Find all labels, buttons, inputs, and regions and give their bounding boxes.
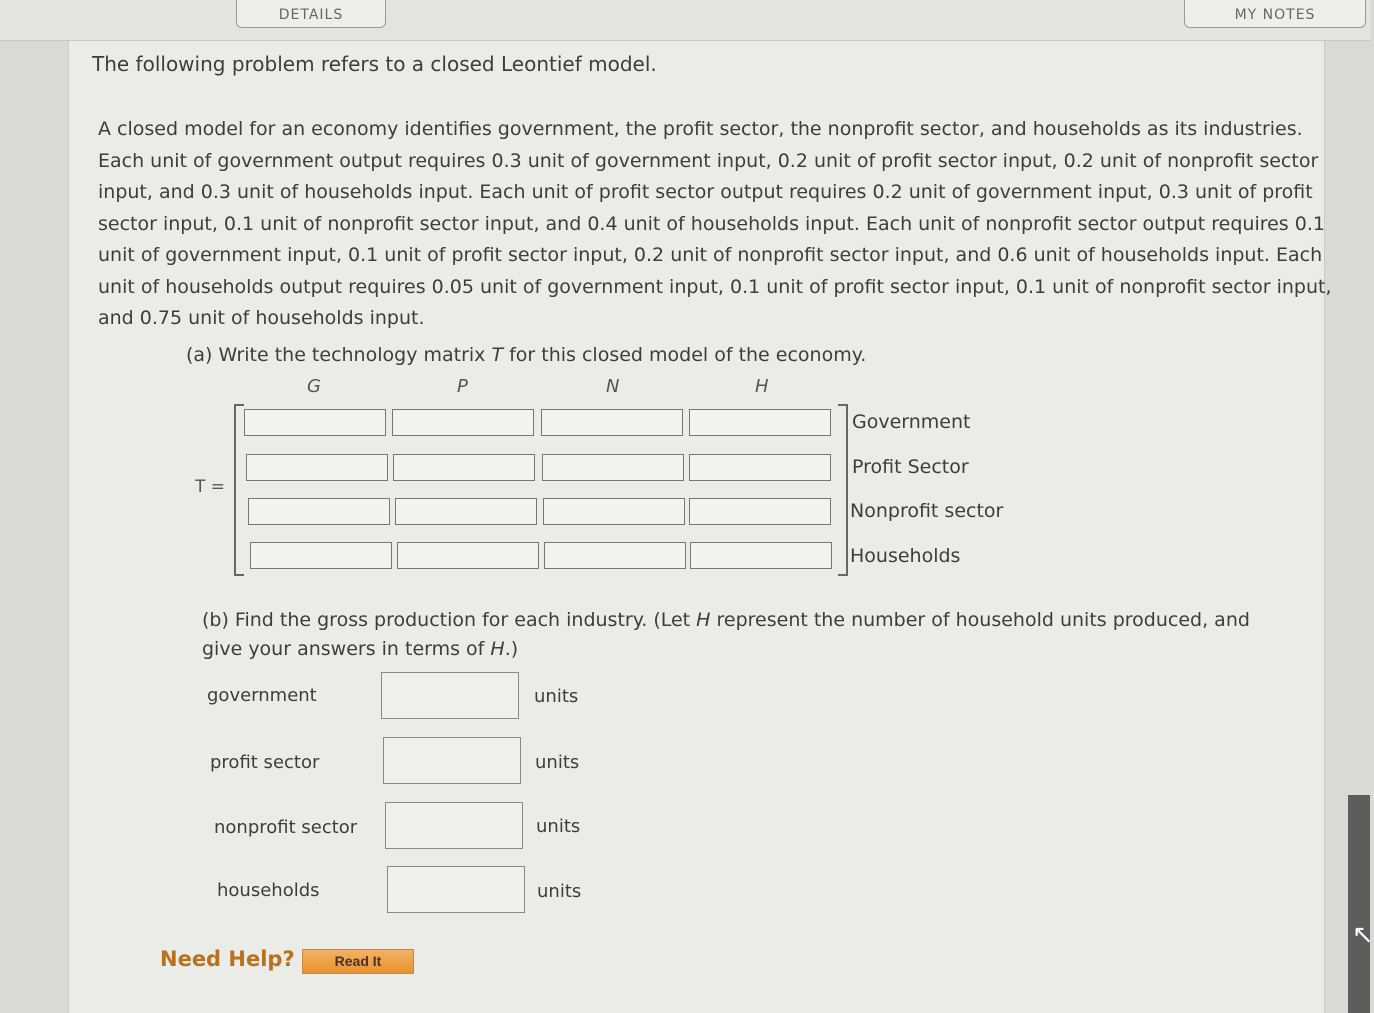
- screen-edge: [1348, 795, 1370, 1013]
- details-button[interactable]: [236, 0, 386, 28]
- column-header-p: P: [457, 376, 468, 397]
- problem-paragraph: A closed model for an economy identifies government, the profit sector, the nonprofit sector, and households as its industries. Each unit of government output requires 0.3 unit of government input, 0.2 unit of profit sector input, 0.2 unit of nonprofit sector input, and 0.3 unit of households input. Each unit of profit sector output requires 0.2 unit of government input, 0.3 unit of profit sector input, 0.1 unit of nonprofit sector input, and 0.4 unit of households input. Each unit of nonprofit sector output requires 0.1 unit of government input, 0.1 unit of profit sector input, 0.2 unit of nonprofit sector input, and 0.6 unit of households input. Each unit of households output requires 0.05 unit of government input, 0.1 unit of profit sector input, 0.1 unit of nonprofit sector input, and 0.75 unit of households input.: [98, 118, 1332, 329]
- part-b-text-1: (b) Find the gross production for each industry. (Let: [202, 609, 697, 631]
- matrix-cell-r3c3[interactable]: [543, 498, 685, 525]
- matrix-cell-r4c1[interactable]: [250, 542, 392, 569]
- column-header-g: G: [307, 376, 321, 397]
- matrix-cell-r4c2[interactable]: [397, 542, 539, 569]
- answer-input-government[interactable]: [381, 672, 519, 719]
- row-label-nonprofit-sector: Nonprofit sector: [850, 500, 1004, 522]
- part-b-prompt: [202, 606, 1292, 664]
- problem-intro: The following problem refers to a closed Leontief model.: [92, 52, 657, 76]
- row-label-households: Households: [850, 545, 961, 567]
- part-b-text-3: .): [504, 638, 519, 660]
- read-it-button[interactable]: Read It: [302, 949, 414, 974]
- part-b-text-2: represent the number of household units produced, and give your answers in terms of: [202, 609, 1250, 660]
- answer-input-households[interactable]: [387, 866, 525, 913]
- answer-unit-government: units: [534, 686, 579, 707]
- answer-input-profit-sector[interactable]: [383, 737, 521, 784]
- mouse-cursor-icon: ↖: [1352, 920, 1374, 950]
- matrix-cell-r1c4[interactable]: [689, 409, 831, 436]
- matrix-cell-r3c2[interactable]: [395, 498, 537, 525]
- answer-label-households: households: [217, 880, 320, 901]
- matrix-cell-r4c3[interactable]: [544, 542, 686, 569]
- matrix-left-bracket: [234, 404, 244, 576]
- matrix-right-bracket: [838, 404, 848, 576]
- matrix-label: T =: [195, 477, 226, 497]
- top-toolbar: [0, 0, 1370, 41]
- matrix-cell-r1c1[interactable]: [244, 409, 386, 436]
- matrix-cell-r3c4[interactable]: [689, 498, 831, 525]
- row-label-government: Government: [852, 411, 971, 433]
- row-label-profit-sector: Profit Sector: [852, 456, 969, 478]
- part-a-prefix: (a) Write the technology matrix: [186, 344, 492, 366]
- my-notes-button[interactable]: [1184, 0, 1366, 28]
- answer-unit-households: units: [537, 881, 582, 902]
- need-help-label: Need Help?: [160, 947, 295, 971]
- answer-unit-nonprofit-sector: units: [536, 816, 581, 837]
- matrix-cell-r2c4[interactable]: [689, 454, 831, 481]
- part-a-var: T: [491, 344, 504, 366]
- answer-unit-profit-sector: units: [535, 752, 580, 773]
- column-header-n: N: [606, 376, 620, 397]
- part-b-var-2: H: [490, 638, 505, 660]
- my-notes-button-label: MY NOTES: [1234, 7, 1316, 23]
- answer-label-nonprofit-sector: nonprofit sector: [214, 817, 358, 838]
- matrix-cell-r4c4[interactable]: [690, 542, 832, 569]
- part-a-suffix: for this closed model of the economy.: [503, 344, 867, 366]
- part-b-var-1: H: [696, 609, 711, 631]
- matrix-cell-r2c3[interactable]: [542, 454, 684, 481]
- answer-label-profit-sector: profit sector: [210, 752, 320, 773]
- answer-input-nonprofit-sector[interactable]: [385, 802, 523, 849]
- part-a-prompt: [186, 344, 866, 366]
- column-header-h: H: [755, 376, 769, 397]
- matrix-cell-r2c2[interactable]: [393, 454, 535, 481]
- matrix-cell-r1c2[interactable]: [392, 409, 534, 436]
- matrix-cell-r3c1[interactable]: [248, 498, 390, 525]
- details-button-label: DETAILS: [278, 7, 344, 23]
- matrix-cell-r1c3[interactable]: [541, 409, 683, 436]
- answer-label-government: government: [207, 685, 317, 706]
- matrix-cell-r2c1[interactable]: [246, 454, 388, 481]
